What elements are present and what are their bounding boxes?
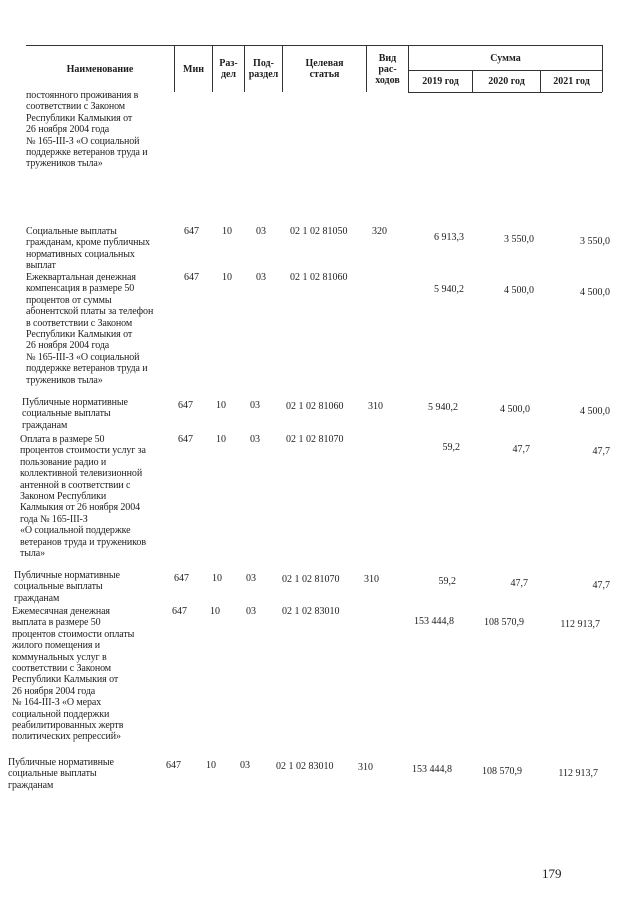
row-sum-2021: 4 500,0 [580, 406, 610, 417]
row-sum-2020: 47,7 [512, 444, 530, 455]
row-sum-2019: 59,2 [438, 576, 456, 587]
header-vid-rashodov: Вид рас- ходов [375, 52, 400, 86]
row-sum-2019: 59,2 [442, 442, 460, 453]
row-min: 647 [184, 272, 199, 283]
row-min: 647 [178, 400, 193, 411]
row-sum-2021: 112 913,7 [558, 768, 598, 779]
row-podrazdel: 03 [240, 760, 250, 771]
row-sum-2019: 5 940,2 [428, 402, 458, 413]
row-podrazdel: 03 [256, 272, 266, 283]
row-razdel: 10 [212, 573, 222, 584]
row-razdel: 10 [222, 272, 232, 283]
row-podrazdel: 03 [246, 606, 256, 617]
row-sum-2019: 6 913,3 [434, 232, 464, 243]
row-name: Ежеквартальная денежная компенсация в размере 50 процентов от суммы абонентской платы за телефон в соответствии с Законом Республики Калмыкия от 26 ноября 2004 года № 165-III-З «О социальной поддержке ветеранов труда и тружеников тыла» [26, 272, 154, 386]
header-2021: 2021 год [553, 76, 590, 87]
row-vid-rashodov: 310 [368, 401, 383, 412]
row-podrazdel: 03 [256, 226, 266, 237]
row-sum-2021: 47,7 [592, 580, 610, 591]
row-sum-2020: 4 500,0 [504, 285, 534, 296]
row-sum-2020: 3 550,0 [504, 234, 534, 245]
row-sum-2020: 4 500,0 [500, 404, 530, 415]
row-sum-2019: 153 444,8 [412, 764, 452, 775]
row-razdel: 10 [210, 606, 220, 617]
row-name: Публичные нормативные социальные выплаты гражданам [8, 757, 114, 791]
row-celevaya-statya: 02 1 02 81070 [286, 434, 344, 445]
row-sum-2020: 108 570,9 [482, 766, 522, 777]
row-sum-2020: 47,7 [510, 578, 528, 589]
row-min: 647 [172, 606, 187, 617]
header-celevaya-statya: Целевая статья [305, 58, 344, 80]
row-sum-2021: 112 913,7 [560, 619, 600, 630]
row-name: постоянного проживания в соответствии с Законом Республики Калмыкия от 26 ноября 2004 года № 165-III-З «О социальной поддержке ветеранов труда и тружеников тыла» [26, 90, 148, 170]
row-celevaya-statya: 02 1 02 83010 [276, 761, 334, 772]
row-sum-2021: 3 550,0 [580, 236, 610, 247]
row-name: Публичные нормативные социальные выплаты гражданам [14, 570, 120, 604]
row-min: 647 [184, 226, 199, 237]
row-sum-2019: 153 444,8 [414, 616, 454, 627]
row-celevaya-statya: 02 1 02 83010 [282, 606, 340, 617]
row-razdel: 10 [222, 226, 232, 237]
row-vid-rashodov: 310 [358, 762, 373, 773]
row-podrazdel: 03 [250, 434, 260, 445]
row-min: 647 [174, 573, 189, 584]
row-min: 647 [166, 760, 181, 771]
row-name: Ежемесячная денежная выплата в размере 50 процентов стоимости оплаты жилого помещения и коммунальных услуг в соответствии с Законом Республики Калмыкия от 26 ноября 2004 года № 164-III-З «О мерах социальной поддержки реабилитированных жертв политических репрессий» [12, 606, 135, 743]
header-name: Наименование [66, 63, 134, 75]
row-podrazdel: 03 [250, 400, 260, 411]
header-2019: 2019 год [422, 76, 459, 87]
header-podrazdel: Под- раздел [248, 58, 279, 80]
header-min: Мин [183, 63, 204, 75]
row-vid-rashodov: 310 [364, 574, 379, 585]
row-name: Оплата в размере 50 процентов стоимости услуг за пользование радио и коллективной телевизионной антенной в соответствии с Законом Республики Калмыкия от 26 ноября 2004 года № 165-III-З «О социальной поддержке ветеранов труда и тружеников тыла» [20, 434, 146, 560]
header-2020: 2020 год [488, 76, 525, 87]
row-podrazdel: 03 [246, 573, 256, 584]
header-summa: Сумма [490, 52, 521, 64]
row-sum-2021: 4 500,0 [580, 287, 610, 298]
row-sum-2019: 5 940,2 [434, 284, 464, 295]
row-name: Социальные выплаты гражданам, кроме публичных нормативных социальных выплат [26, 226, 150, 272]
row-razdel: 10 [206, 760, 216, 771]
header-razdel: Раз- дел [219, 58, 238, 80]
row-sum-2021: 47,7 [592, 446, 610, 457]
row-celevaya-statya: 02 1 02 81060 [290, 272, 348, 283]
row-sum-2020: 108 570,9 [484, 617, 524, 628]
row-razdel: 10 [216, 400, 226, 411]
row-name: Публичные нормативные социальные выплаты гражданам [22, 397, 128, 431]
row-celevaya-statya: 02 1 02 81060 [286, 401, 344, 412]
row-celevaya-statya: 02 1 02 81050 [290, 226, 348, 237]
row-celevaya-statya: 02 1 02 81070 [282, 574, 340, 585]
row-vid-rashodov: 320 [372, 226, 387, 237]
row-razdel: 10 [216, 434, 226, 445]
page-number: 179 [542, 866, 562, 881]
row-min: 647 [178, 434, 193, 445]
